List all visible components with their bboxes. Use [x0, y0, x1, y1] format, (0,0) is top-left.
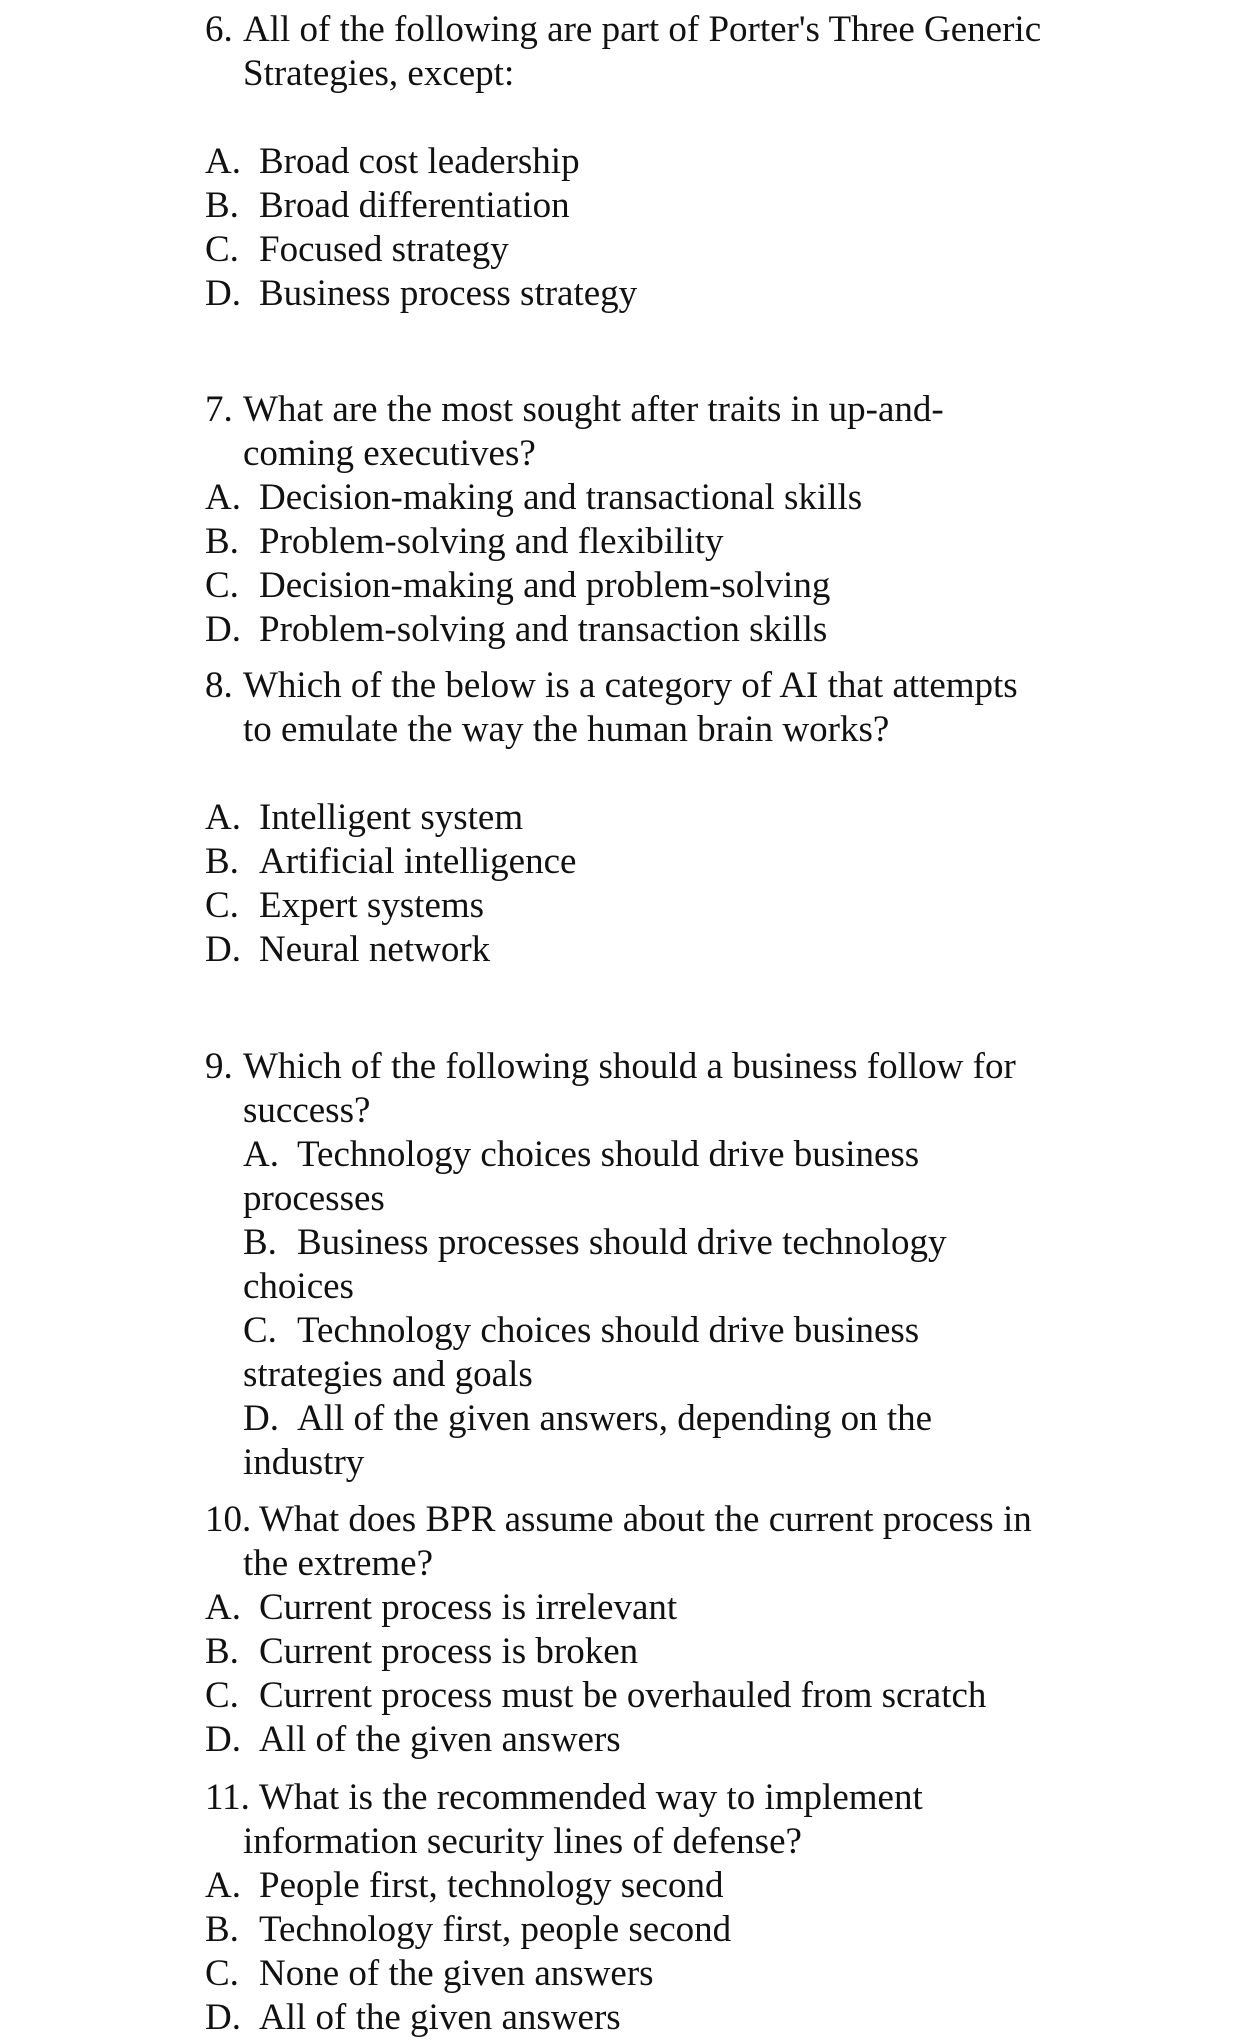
option-text: People first, technology second — [259, 1865, 724, 1906]
option-text: Broad cost leadership — [259, 141, 580, 182]
question-7-text: What are the most sought after traits in up-and- — [243, 389, 944, 430]
question-8-text: Which of the below is a category of AI that attempts — [243, 665, 1018, 706]
question-8-number: 8. — [205, 665, 233, 706]
question-11-option-a — [205, 1864, 723, 1907]
question-6-option-b — [205, 184, 570, 227]
question-11-line-2: information security lines of defense? — [243, 1821, 802, 1862]
option-text: Technology choices should drive business — [297, 1310, 920, 1351]
option-text: Decision-making and problem-solving — [259, 565, 831, 606]
question-11-option-c — [205, 1952, 654, 1995]
option-text: Focused strategy — [259, 229, 509, 270]
option-text: Current process must be overhauled from scratch — [259, 1675, 987, 1716]
question-7-option-a — [205, 476, 862, 519]
option-letter: C. — [243, 1310, 277, 1351]
option-letter: C. — [205, 885, 239, 926]
question-10-option-c — [205, 1674, 986, 1717]
option-letter: B. — [243, 1222, 277, 1263]
question-10-option-a — [205, 1586, 677, 1629]
option-text: Neural network — [259, 929, 491, 970]
question-9-text: Which of the following should a business follow for — [243, 1046, 1016, 1087]
question-10-option-b — [205, 1630, 638, 1673]
question-10-text: What does BPR assume about the current process in — [259, 1499, 1032, 1540]
question-7-option-b — [205, 520, 724, 563]
question-10-line-2: the extreme? — [243, 1543, 434, 1584]
question-9-option-d — [243, 1397, 932, 1440]
option-text: Problem-solving and flexibility — [259, 521, 724, 562]
option-letter: D. — [205, 609, 241, 650]
question-9-option-c — [243, 1309, 919, 1352]
option-letter: A. — [205, 797, 241, 838]
question-6-option-a — [205, 140, 580, 183]
question-8-option-b — [205, 840, 576, 883]
option-letter: C. — [205, 565, 239, 606]
option-letter: C. — [205, 1675, 239, 1716]
question-8-option-a — [205, 796, 523, 839]
question-11-text: What is the recommended way to implement — [259, 1777, 923, 1818]
option-text: Expert systems — [259, 885, 485, 926]
option-letter: B. — [205, 521, 239, 562]
option-text: Current process is broken — [259, 1631, 639, 1672]
option-text: Decision-making and transactional skills — [259, 477, 863, 518]
option-text: All of the given answers — [259, 1719, 621, 1760]
option-letter: A. — [205, 477, 241, 518]
option-text: Broad differentiation — [259, 185, 570, 226]
question-10-line-1 — [205, 1498, 1032, 1541]
option-text: Artificial intelligence — [259, 841, 577, 882]
question-9-option-b-cont: choices — [243, 1266, 354, 1307]
option-text: Technology first, people second — [259, 1909, 732, 1950]
option-text: All of the given answers, depending on the — [297, 1398, 933, 1439]
option-text: Business processes should drive technology — [297, 1222, 947, 1263]
question-10-option-d — [205, 1718, 621, 1761]
option-text: All of the given answers — [259, 1997, 621, 2038]
question-9-line-1 — [205, 1045, 1016, 1088]
option-letter: A. — [205, 1865, 241, 1906]
question-7-number: 7. — [205, 389, 233, 430]
question-6-text: All of the following are part of Porter's Three Generic — [243, 9, 1042, 50]
question-6-option-d — [205, 272, 637, 315]
question-7-line-2: coming executives? — [243, 433, 536, 474]
question-6-option-c — [205, 228, 509, 271]
question-8-line-2: to emulate the way the human brain works? — [243, 709, 890, 750]
question-7-option-c — [205, 564, 830, 607]
option-letter: A. — [243, 1134, 279, 1175]
option-letter: B. — [205, 185, 239, 226]
question-9-option-b — [243, 1221, 946, 1264]
question-7-line-1 — [205, 388, 944, 431]
option-letter: D. — [205, 273, 241, 314]
question-11-number: 11. — [205, 1777, 250, 1818]
question-6-number: 6. — [205, 9, 233, 50]
option-text: Technology choices should drive business — [297, 1134, 920, 1175]
question-10-number: 10. — [205, 1499, 252, 1540]
option-letter: C. — [205, 229, 239, 270]
question-8-option-d — [205, 928, 490, 971]
option-text: Intelligent system — [259, 797, 524, 838]
option-text: Business process strategy — [259, 273, 638, 314]
question-9-option-c-cont: strategies and goals — [243, 1354, 533, 1395]
option-letter: A. — [205, 141, 241, 182]
option-text: Current process is irrelevant — [259, 1587, 678, 1628]
option-letter: A. — [205, 1587, 241, 1628]
question-8-option-c — [205, 884, 484, 927]
option-letter: D. — [205, 1997, 241, 2038]
question-11-option-b — [205, 1908, 731, 1951]
option-letter: D. — [205, 929, 241, 970]
option-letter: B. — [205, 841, 239, 882]
option-letter: D. — [205, 1719, 241, 1760]
question-9-option-d-cont: industry — [243, 1442, 365, 1483]
option-text: Problem-solving and transaction skills — [259, 609, 828, 650]
option-letter: B. — [205, 1909, 239, 1950]
question-9-option-a — [243, 1133, 919, 1176]
option-letter: B. — [205, 1631, 239, 1672]
question-6-line-2: Strategies, except: — [243, 53, 515, 94]
option-letter: D. — [243, 1398, 279, 1439]
question-9-number: 9. — [205, 1046, 233, 1087]
option-text: None of the given answers — [259, 1953, 654, 1994]
option-letter: C. — [205, 1953, 239, 1994]
question-6-line-1 — [205, 8, 1041, 51]
question-9-line-2: success? — [243, 1090, 371, 1131]
question-7-option-d — [205, 608, 827, 651]
question-8-line-1 — [205, 664, 1018, 707]
question-11-option-d — [205, 1996, 621, 2039]
question-9-option-a-cont: processes — [243, 1178, 385, 1219]
question-11-line-1 — [205, 1776, 923, 1819]
